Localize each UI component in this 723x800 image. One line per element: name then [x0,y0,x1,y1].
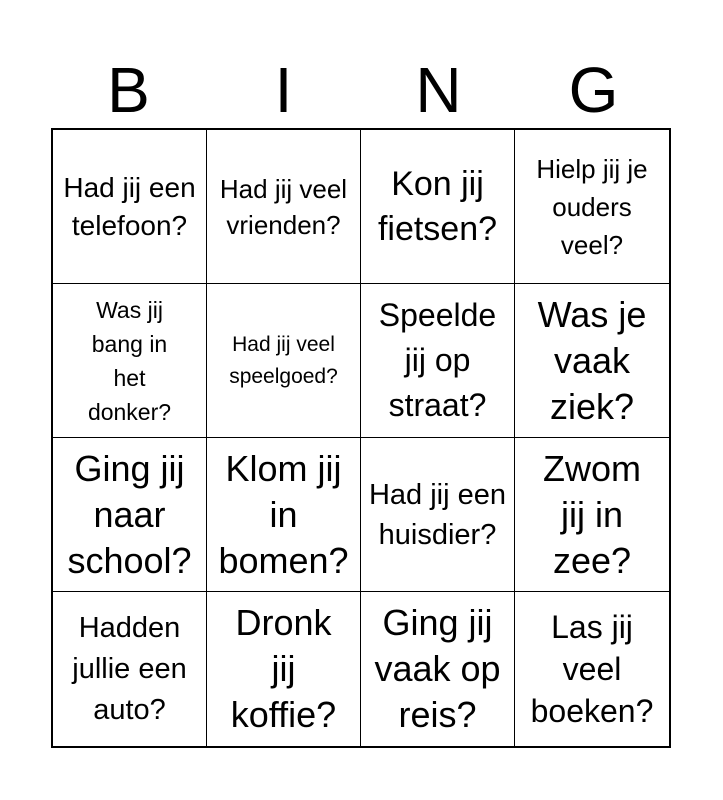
bingo-cell[interactable] [361,592,515,746]
cell-text: Klom jij in bomen? [218,447,349,581]
cell-text: Zwom jij in zee? [543,447,641,581]
bingo-cell[interactable] [515,592,669,746]
bingo-header [51,52,671,128]
cell-text: Had jij een huisdier? [368,478,507,551]
bingo-cell[interactable] [53,284,207,438]
header-letter-g: G [568,54,619,126]
bingo-cell[interactable] [207,438,361,592]
bingo-cell[interactable] [515,284,669,438]
cell-text: Had jij veel vrienden? [219,173,348,240]
bingo-card [51,128,671,748]
bingo-cell[interactable] [207,592,361,746]
bingo-cell[interactable] [515,130,669,284]
cell-text: Ging jij vaak op reis? [374,602,501,735]
cell-text: Speelde jij op straat? [378,297,497,423]
cell-text: Kon jij fietsen? [377,164,498,248]
cell-text: Ging jij naar school? [67,447,192,581]
header-letter-n: N [415,54,462,126]
bingo-cell[interactable] [53,130,207,284]
bingo-cell[interactable] [361,284,515,438]
bingo-cell[interactable] [53,438,207,592]
bingo-cell[interactable] [361,438,515,592]
cell-text: Was je vaak ziek? [537,293,647,427]
bingo-cell[interactable] [515,438,669,592]
bingo-cell[interactable] [361,130,515,284]
cell-text: Las jij veel boeken? [530,609,654,729]
cell-text: Was jij bang in het donker? [87,296,172,425]
bingo-cell[interactable] [53,592,207,746]
header-letter-i: I [274,54,293,126]
cell-text: Had jij veel speelgoed? [229,332,338,388]
cell-text: Hadden jullie een auto? [72,611,187,726]
cell-text: Had jij een telefoon? [63,171,196,241]
bingo-cell[interactable] [207,130,361,284]
bingo-cell[interactable] [207,284,361,438]
header-letter-b: B [107,54,150,126]
cell-text: Dronk jij koffie? [230,602,337,735]
cell-text: Hielp jij je ouders veel? [536,153,648,260]
